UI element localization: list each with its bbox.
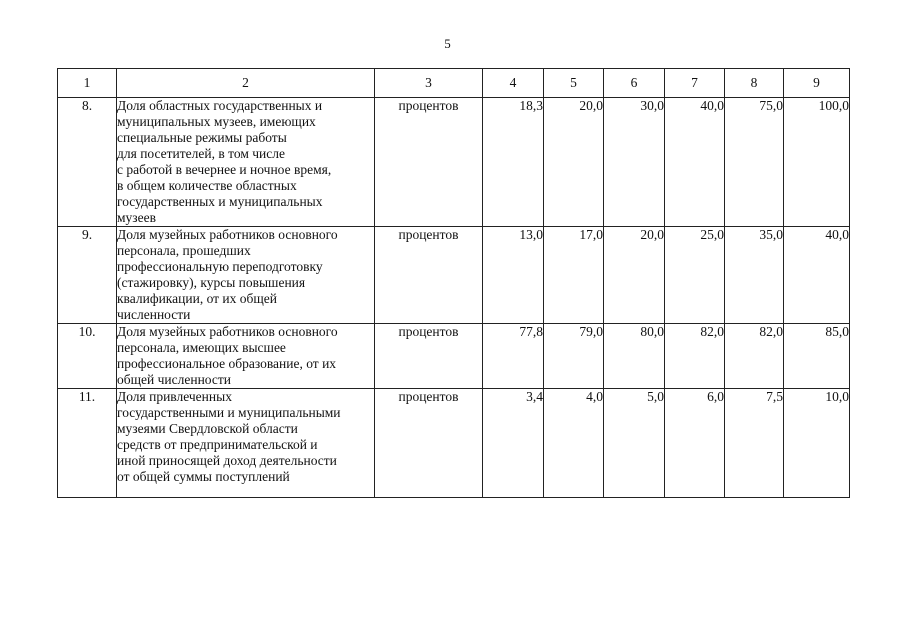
value-cell: 17,0	[544, 227, 604, 324]
value-cell: 20,0	[604, 227, 665, 324]
header-cell: 9	[784, 69, 850, 98]
table-row	[58, 227, 850, 324]
header-cell: 8	[725, 69, 784, 98]
value-cell: 30,0	[604, 98, 665, 227]
value-cell: 20,0	[544, 98, 604, 227]
value-cell: 82,0	[665, 324, 725, 389]
value-cell: 75,0	[725, 98, 784, 227]
header-cell: 6	[604, 69, 665, 98]
row-number: 10.	[58, 324, 117, 389]
indicator-table	[57, 68, 850, 498]
value-cell: 82,0	[725, 324, 784, 389]
value-cell: 77,8	[483, 324, 544, 389]
table-row	[58, 324, 850, 389]
header-cell: 3	[375, 69, 483, 98]
header-cell: 2	[117, 69, 375, 98]
indicator-description: Доля музейных работников основного персонала, прошедших профессиональную переподготовку (стажировку), курсы повышения квалификации, от их общей численности	[117, 227, 375, 324]
value-cell: 40,0	[665, 98, 725, 227]
page-number: 5	[444, 36, 451, 51]
value-cell: 5,0	[604, 389, 665, 498]
header-cell: 4	[483, 69, 544, 98]
indicator-description: Доля областных государственных и муниципальных музеев, имеющих специальные режимы работы для посетителей, в том числе с работой в вечернее и ночное время, в общем количестве областных государственных и муниципальных музеев	[117, 98, 375, 227]
value-cell: 3,4	[483, 389, 544, 498]
value-cell: 4,0	[544, 389, 604, 498]
indicator-description: Доля музейных работников основного персонала, имеющих высшее профессиональное образование, от их общей численности	[117, 324, 375, 389]
value-cell: 10,0	[784, 389, 850, 498]
value-cell: 100,0	[784, 98, 850, 227]
value-cell: 7,5	[725, 389, 784, 498]
value-cell: 6,0	[665, 389, 725, 498]
row-number: 9.	[58, 227, 117, 324]
value-cell: 79,0	[544, 324, 604, 389]
unit-cell: процентов	[375, 389, 483, 498]
indicator-description: Доля привлеченных государственными и муниципальными музеями Свердловской области средств от предпринимательской и иной приносящей доход деятельности от общей суммы поступлений	[117, 389, 375, 498]
row-number: 11.	[58, 389, 117, 498]
header-row	[58, 69, 850, 98]
unit-cell: процентов	[375, 324, 483, 389]
row-number: 8.	[58, 98, 117, 227]
unit-cell: процентов	[375, 227, 483, 324]
header-cell: 1	[58, 69, 117, 98]
value-cell: 25,0	[665, 227, 725, 324]
header-cell: 5	[544, 69, 604, 98]
table-row	[58, 389, 850, 498]
value-cell: 40,0	[784, 227, 850, 324]
value-cell: 13,0	[483, 227, 544, 324]
header-cell: 7	[665, 69, 725, 98]
value-cell: 35,0	[725, 227, 784, 324]
value-cell: 85,0	[784, 324, 850, 389]
table-row	[58, 98, 850, 227]
unit-cell: процентов	[375, 98, 483, 227]
value-cell: 18,3	[483, 98, 544, 227]
value-cell: 80,0	[604, 324, 665, 389]
